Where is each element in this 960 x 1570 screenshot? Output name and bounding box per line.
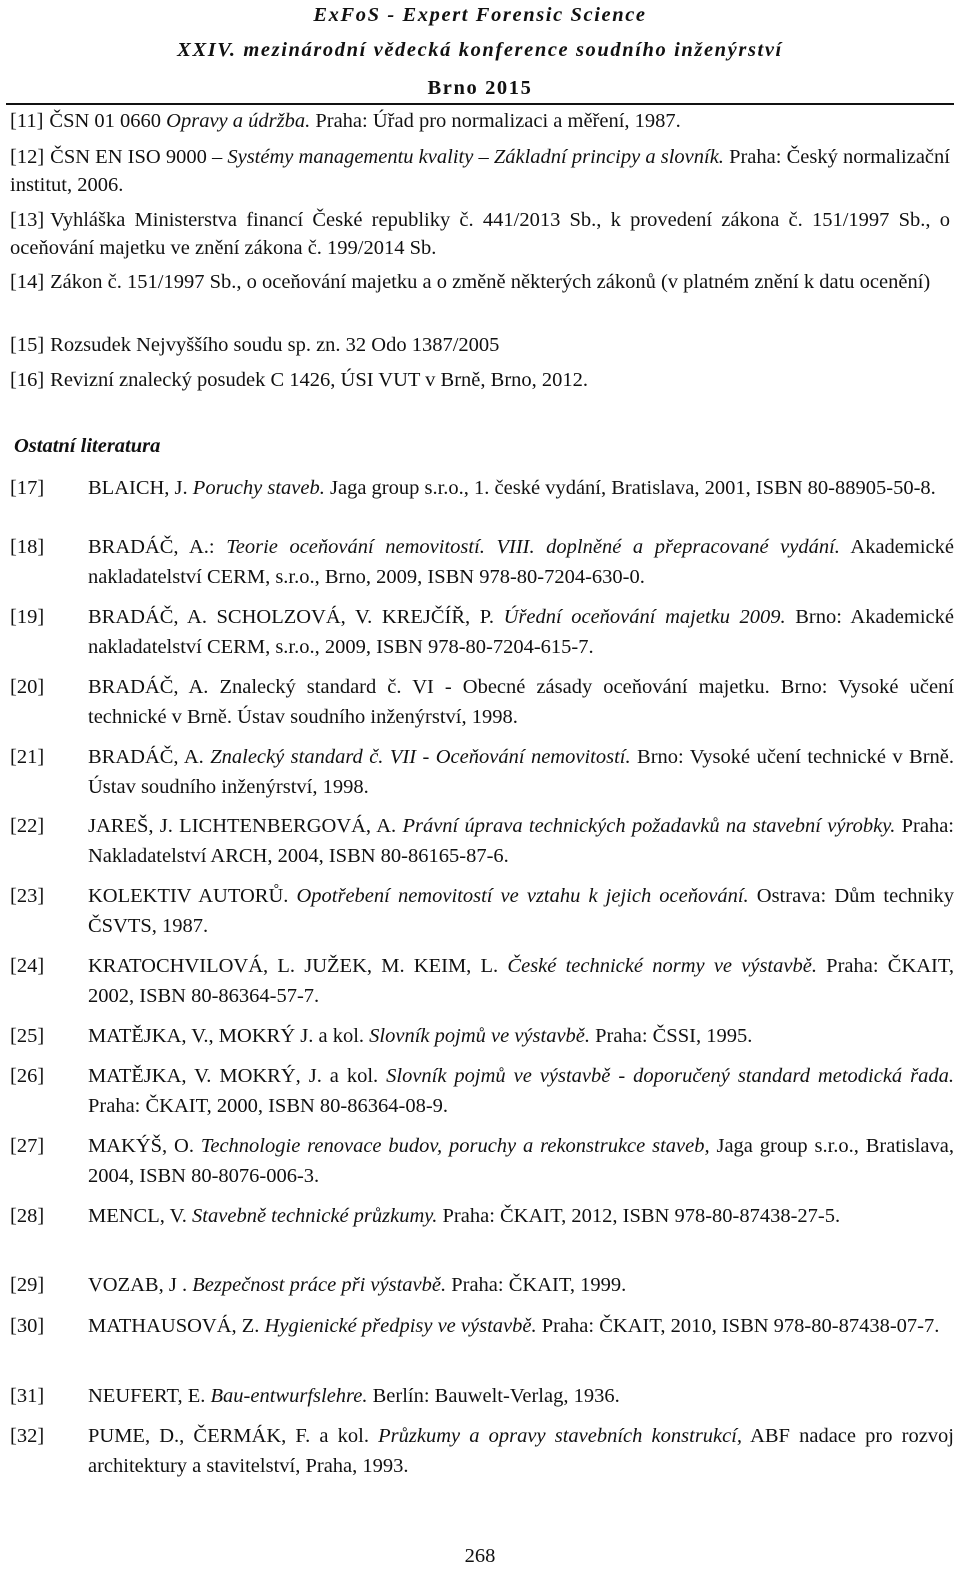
reference-item: [14] Zákon č. 151/1997 Sb., o oceňování majetku a o změně některých zákonů (v platném znění k datu ocenění) <box>10 271 931 293</box>
reference-item: [12] ČSN EN ISO 9000 – Systémy managementu kvality – Základní principy a slovník. Praha: Český normalizační institut, 2006. <box>10 146 950 196</box>
reference-item: [11] ČSN 01 0660 Opravy a údržba. Praha: Úřad pro normalizaci a měření, 1987. <box>10 110 681 132</box>
page-number: 268 <box>464 1545 496 1567</box>
section-title: Ostatní literatura <box>14 435 161 457</box>
header-journal-title: ExFoS - Expert Forensic Science <box>313 4 647 26</box>
header-divider <box>6 103 954 105</box>
header-conference: XXIV. mezinárodní vědecká konference soudního inženýrství <box>177 39 783 61</box>
reference-item: [15] Rozsudek Nejvyššího soudu sp. zn. 32 Odo 1387/2005 <box>10 334 500 356</box>
reference-item: [16] Revizní znalecký posudek C 1426, ÚSI VUT v Brně, Brno, 2012. <box>10 369 589 391</box>
header-location-year: Brno 2015 <box>427 77 533 99</box>
reference-item: [13] Vyhláška Ministerstva financí České republiky č. 441/2013 Sb., k provedení zákona č. 151/1997 Sb., o oceňování majetku ve znění zákona č. 199/2014 Sb. <box>10 209 950 259</box>
